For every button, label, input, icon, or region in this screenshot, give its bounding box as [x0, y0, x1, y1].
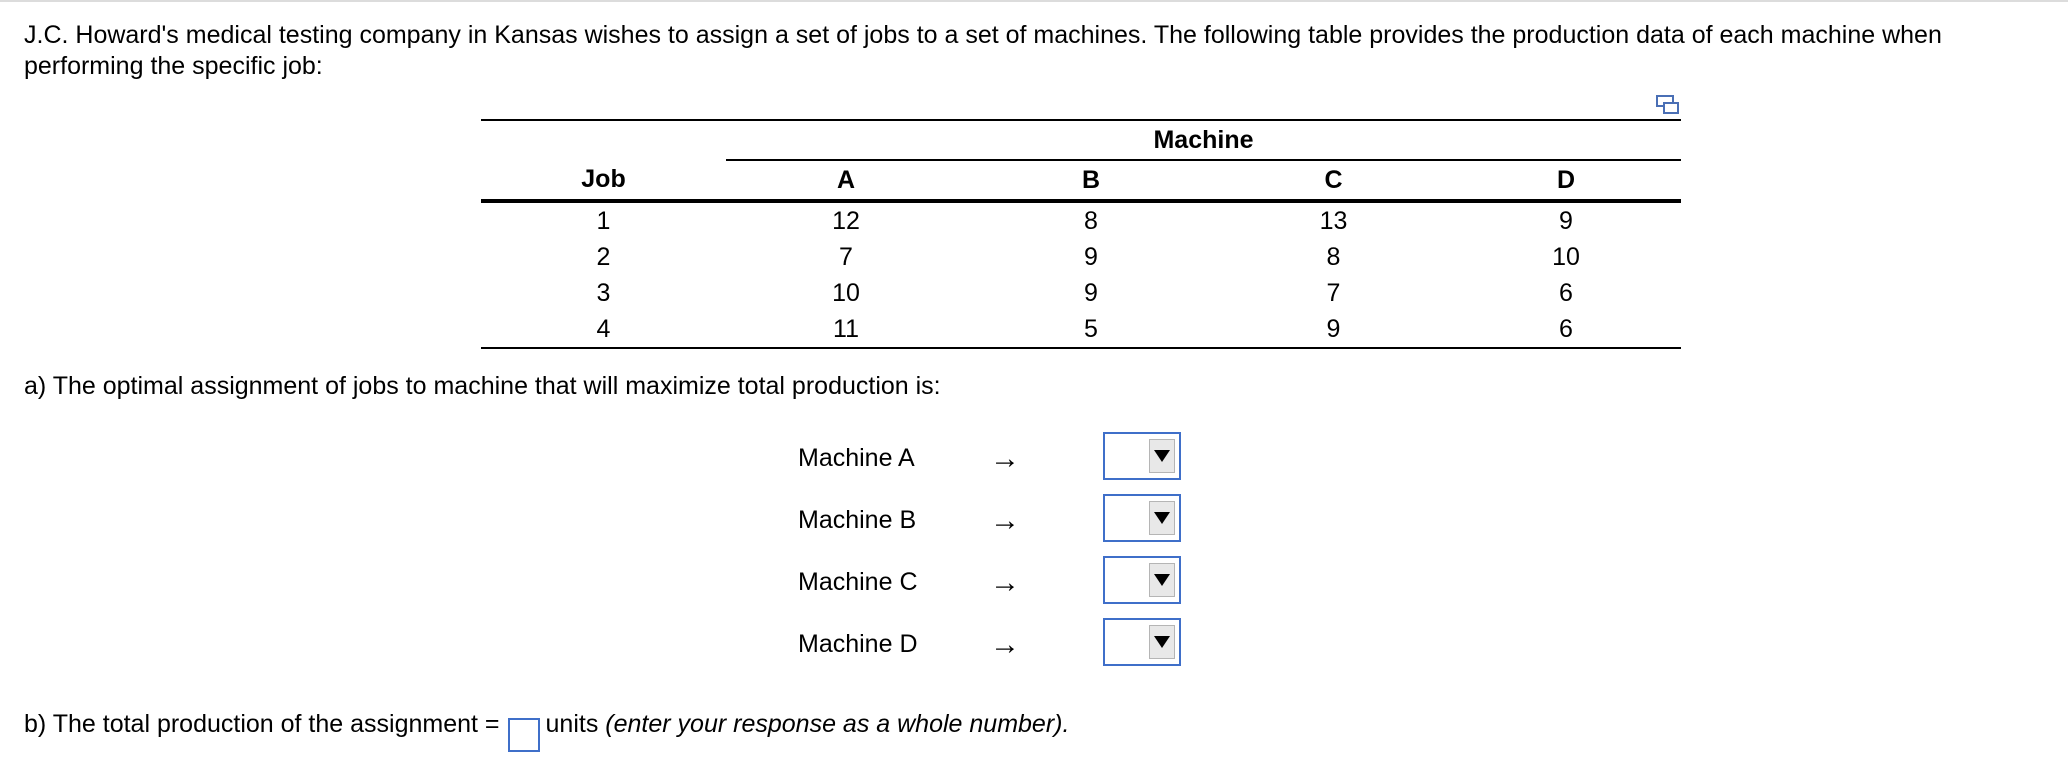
- triangle-down-icon[interactable]: [1149, 439, 1175, 473]
- answer-format-hint: (enter your response as a whole number).: [605, 710, 1070, 738]
- machine-a-label: Machine A: [798, 444, 915, 472]
- machine-b-label: Machine B: [798, 506, 917, 534]
- value-cell: 6: [1451, 311, 1681, 348]
- value-cell: 10: [832, 278, 860, 307]
- units-label: units: [545, 710, 599, 738]
- header-spacer: [481, 120, 726, 160]
- production-table: [481, 119, 1681, 349]
- arrow-icon: →: [990, 628, 1020, 661]
- value-cell: 8: [1084, 206, 1098, 235]
- column-header-c: C: [1216, 160, 1451, 201]
- value-cell: 5: [966, 311, 1216, 348]
- job-cell: 4: [481, 311, 726, 348]
- table-row: [481, 275, 1681, 311]
- assignment-row-machine-b: [798, 494, 1198, 546]
- assignment-row-machine-a: [798, 432, 1198, 484]
- triangle-down-icon[interactable]: [1149, 563, 1175, 597]
- job-cell: 2: [596, 242, 611, 271]
- machine-c-label: Machine C: [798, 568, 918, 596]
- table-row: [481, 201, 1681, 239]
- assignment-row-machine-d: [798, 618, 1198, 670]
- machine-d-job-select[interactable]: [1103, 618, 1181, 666]
- job-cell: 1: [596, 206, 611, 235]
- machine-c-job-select[interactable]: [1103, 556, 1181, 604]
- value-cell: 9: [1084, 242, 1098, 271]
- column-header-d: D: [1451, 160, 1681, 201]
- value-cell: 9: [1216, 311, 1451, 348]
- value-cell: 7: [839, 242, 853, 271]
- total-production-input[interactable]: [508, 718, 540, 752]
- job-cell: 3: [596, 278, 611, 307]
- value-cell: 7: [1326, 278, 1341, 307]
- arrow-icon: →: [990, 504, 1020, 537]
- table-row: [481, 239, 1681, 275]
- part-b-prompt: b) The total production of the assignment =: [24, 710, 500, 738]
- value-cell: 10: [1552, 242, 1580, 271]
- problem-intro: J.C. Howard's medical testing company in Kansas wishes to assign a set of jobs to a set of machines. The following table provides the production data of each machine when performing the specific job:: [24, 21, 1942, 80]
- column-header-b: B: [966, 160, 1216, 201]
- value-cell: 6: [1559, 278, 1573, 307]
- arrow-icon: →: [990, 442, 1020, 475]
- value-cell: 12: [832, 206, 860, 235]
- value-cell: 8: [1326, 242, 1341, 271]
- machine-a-job-select[interactable]: [1103, 432, 1181, 480]
- job-column-header: Job: [481, 160, 726, 201]
- machine-group-header: Machine: [726, 120, 1681, 160]
- column-header-a: A: [726, 160, 966, 201]
- triangle-down-icon[interactable]: [1149, 501, 1175, 535]
- assignment-row-machine-c: [798, 556, 1198, 608]
- value-cell: 9: [1559, 206, 1573, 235]
- machine-b-job-select[interactable]: [1103, 494, 1181, 542]
- part-b-line: [24, 710, 1069, 752]
- machine-d-label: Machine D: [798, 630, 918, 658]
- top-divider: [0, 0, 2068, 2]
- value-cell: 11: [726, 311, 966, 348]
- part-a-prompt: a) The optimal assignment of jobs to machine that will maximize total production is:: [24, 372, 941, 400]
- table-row: [481, 311, 1681, 348]
- value-cell: 13: [1319, 206, 1348, 235]
- triangle-down-icon[interactable]: [1149, 625, 1175, 659]
- arrow-icon: →: [990, 566, 1020, 599]
- copy-table-icon[interactable]: [1656, 94, 1680, 116]
- value-cell: 9: [1084, 278, 1098, 307]
